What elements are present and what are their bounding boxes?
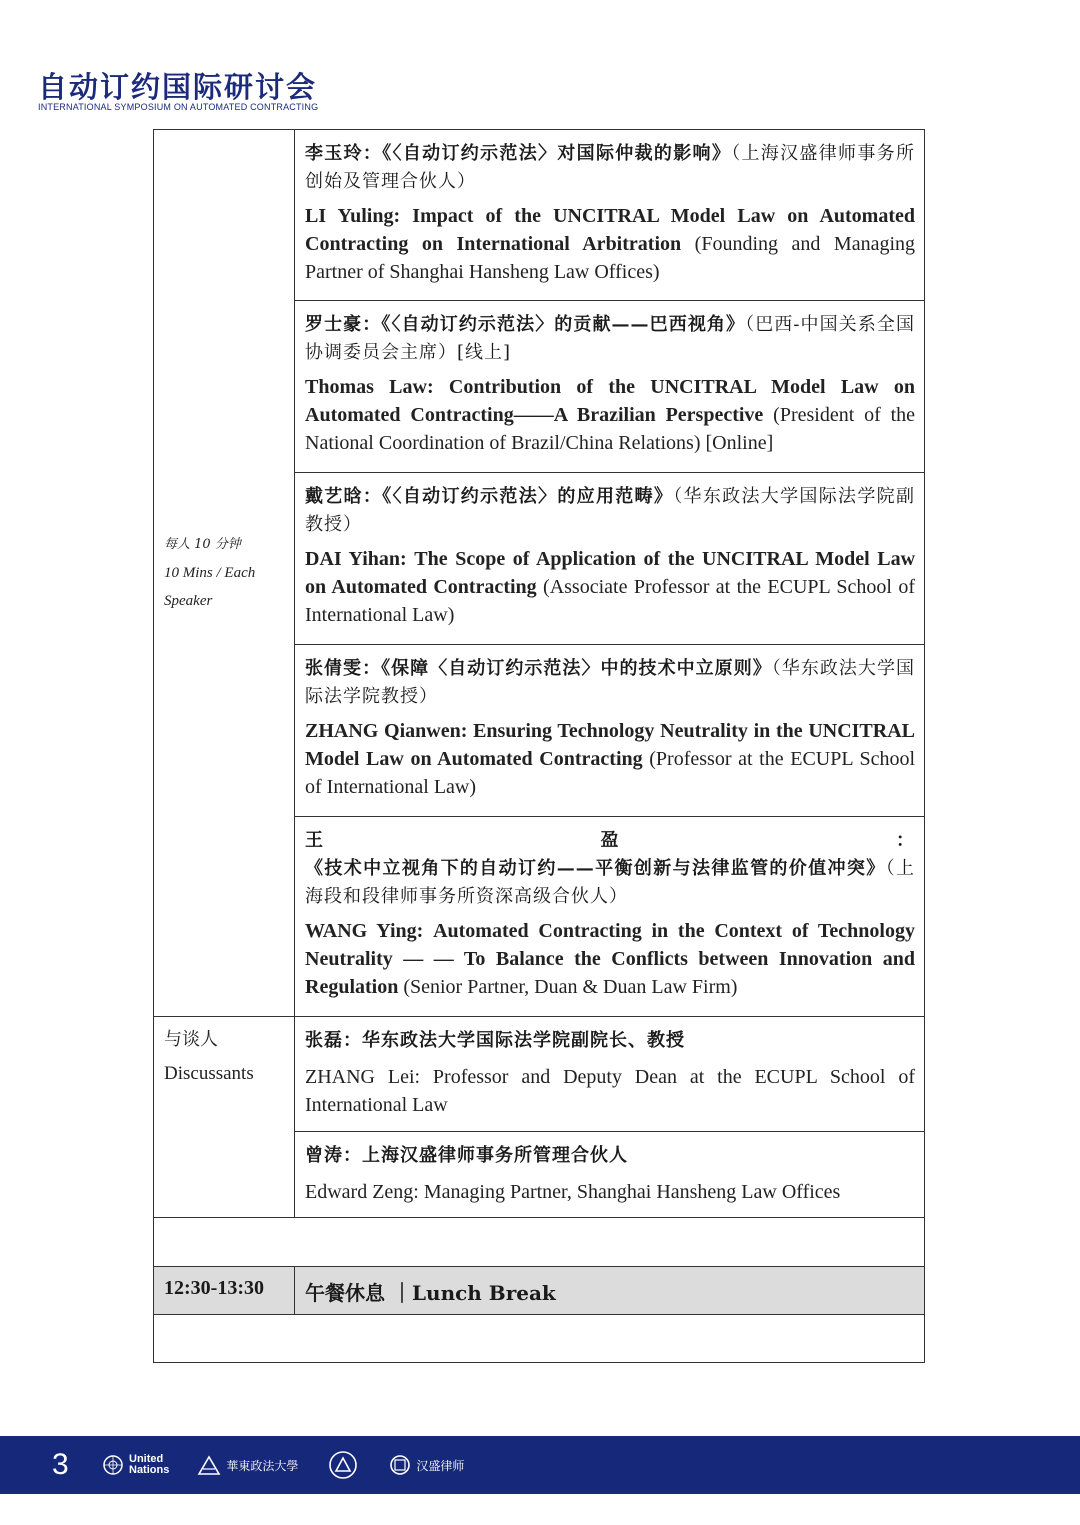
- page-number: 3: [52, 1448, 69, 1481]
- program-table: [153, 129, 925, 1363]
- un-emblem-icon: [102, 1454, 124, 1476]
- talk-cn-speaker: 李玉玲：: [305, 143, 383, 164]
- talk-cn-affiliation: （华东政法大学国际法学院教授）: [305, 658, 915, 707]
- discussants-label-cn: 与谈人: [164, 1029, 218, 1050]
- un-logo-line1: United: [129, 1453, 164, 1465]
- talk-cn-speaker: 罗士豪：: [305, 314, 382, 335]
- hansheng-emblem-icon: [389, 1454, 411, 1476]
- talk-entry: [295, 130, 925, 301]
- triangle-emblem-icon: [328, 1450, 358, 1480]
- talk-entry: [295, 473, 925, 645]
- talk-cn-affiliation: （上海段和段律师事务所资深高级合伙人）: [305, 858, 916, 907]
- lunch-label: 午餐休息 ｜Lunch Break: [295, 1267, 925, 1315]
- un-logo-line2: Nations: [129, 1464, 170, 1476]
- un-logo: [102, 1454, 169, 1476]
- discussants-label-cell: [154, 1017, 295, 1218]
- symposium-title-en: INTERNATIONAL SYMPOSIUM ON AUTOMATED CONTRACTING: [38, 102, 319, 112]
- talk-en-speaker: LI Yuling:: [305, 205, 401, 227]
- lunch-row: [154, 1267, 925, 1315]
- talk-en-affiliation: (President of the National Coordination of Brazil/China Relations) [Online]: [305, 404, 916, 454]
- discussant-en: Edward Zeng: Managing Partner, Shanghai Hansheng Law Offices: [305, 1181, 841, 1203]
- talk-cn-title: 《〈自动订约示范法〉的贡献——巴西视角》: [381, 314, 746, 335]
- talk-cn-title: 《〈自动订约示范法〉的应用范畴》: [382, 486, 674, 507]
- talk-entry: [295, 645, 925, 817]
- discussant-entry: [295, 1132, 925, 1218]
- lunch-time: 12:30-13:30: [154, 1267, 295, 1315]
- talk-en-affiliation: (Founding and Managing Partner of Shanghai Hansheng Law Offices): [305, 233, 916, 283]
- speaker-time-cn: 每人 10 分钟: [164, 537, 241, 552]
- talk-cn-title: 《〈自动订约示范法〉对国际仲裁的影响》: [382, 143, 732, 164]
- talk-cn-affiliation: （巴西-中国关系全国协调委员会主席）[线上]: [305, 314, 916, 363]
- talk-en-speaker: Thomas Law:: [305, 376, 434, 398]
- talk-en-affiliation: (Associate Professor at the ECUPL School of International Law): [305, 576, 915, 626]
- triangle-logo: [328, 1450, 363, 1480]
- talk-en-speaker: WANG Ying:: [305, 920, 424, 942]
- hansheng-logo: [389, 1454, 464, 1476]
- talk-cn-title: 《保障〈自动订约示范法〉中的技术中立原则》: [381, 658, 772, 679]
- talk-en-title: Automated Contracting in the Context of Technology Neutrality — — To Balance the Conflicts between Innovation and Regulation: [305, 920, 915, 998]
- speaker-time-en-1: 10 Mins / Each: [164, 565, 256, 581]
- talk-cn-speaker: 戴艺晗：: [305, 486, 383, 507]
- discussant-entry: [295, 1017, 925, 1132]
- empty-cell: [154, 1218, 925, 1267]
- ecupl-emblem-icon: [197, 1454, 221, 1476]
- talk-cn-affiliation: （上海汉盛律师事务所创始及管理合伙人）: [305, 143, 915, 192]
- speaker-time-cell: [154, 130, 295, 1017]
- ecupl-logo-text: 華東政法大學: [226, 1458, 299, 1473]
- talk-cn-speaker: 王盈：: [305, 830, 915, 851]
- discussant-cn: 曾涛：上海汉盛律师事务所管理合伙人: [305, 1145, 628, 1166]
- discussant-en: ZHANG Lei: Professor and Deputy Dean at the ECUPL School of International Law: [305, 1066, 915, 1116]
- discussants-label-en: Discussants: [164, 1063, 254, 1084]
- symposium-title-cn: 自动订约国际研讨会: [38, 70, 318, 104]
- talk-en-title: Impact of the UNCITRAL Model Law on Automated Contracting on International Arbitration: [305, 205, 915, 255]
- talk-en-affiliation: (Senior Partner, Duan & Duan Law Firm): [403, 976, 738, 998]
- speaker-time-en-2: Speaker: [164, 593, 213, 609]
- talk-en-title: The Scope of Application of the UNCITRAL Model Law on Automated Contracting: [305, 548, 916, 598]
- talk-entry: [295, 301, 925, 473]
- talk-cn-affiliation: （华东政法大学国际法学院副教授）: [305, 486, 915, 535]
- talk-en-speaker: DAI Yihan:: [305, 548, 407, 570]
- talk-cn-title: 《技术中立视角下的自动订约——平衡创新与法律监管的价值冲突》: [305, 858, 886, 879]
- talk-entry: [295, 817, 925, 1017]
- page-header: [38, 70, 318, 112]
- hansheng-logo-text: 汉盛律师: [416, 1458, 465, 1473]
- talk-en-affiliation: (Professor at the ECUPL School of International Law): [305, 748, 916, 798]
- page-footer: [0, 1436, 1080, 1494]
- talk-row: [154, 130, 925, 301]
- talk-en-title: Ensuring Technology Neutrality in the UNCITRAL Model Law on Automated Contracting: [305, 720, 915, 770]
- talk-en-title: Contribution of the UNCITRAL Model Law on Automated Contracting——A Brazilian Perspective: [305, 376, 916, 426]
- empty-row: [154, 1315, 925, 1363]
- discussant-row: [154, 1017, 925, 1132]
- talk-en-speaker: ZHANG Qianwen:: [305, 720, 468, 742]
- empty-row: [154, 1218, 925, 1267]
- discussant-cn: 张磊：华东政法大学国际法学院副院长、教授: [305, 1030, 685, 1051]
- talk-cn-speaker: 张倩雯：: [305, 658, 382, 679]
- empty-cell: [154, 1315, 925, 1363]
- ecupl-logo: [197, 1454, 298, 1476]
